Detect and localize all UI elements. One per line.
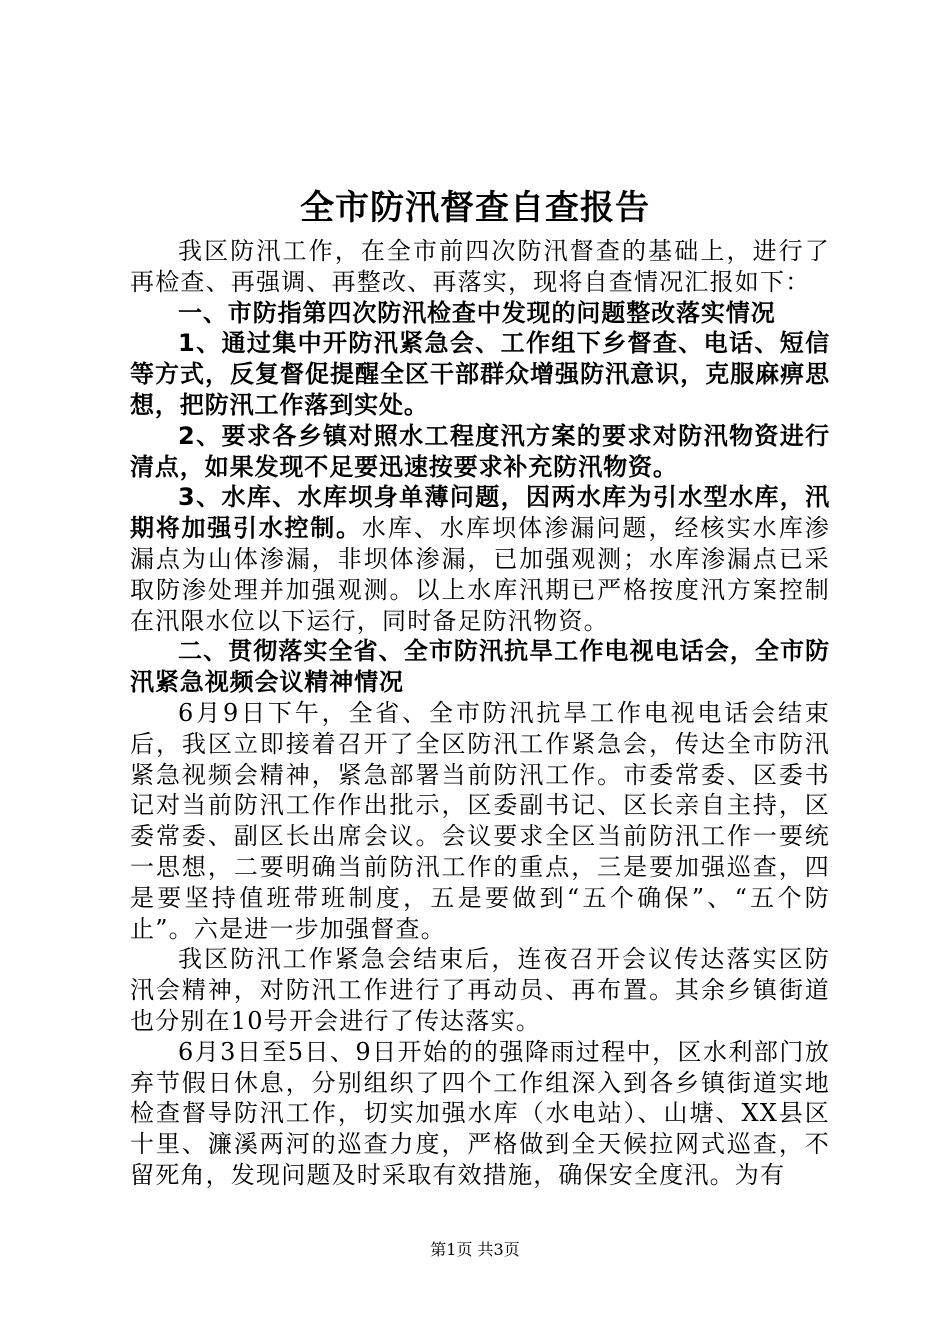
intro-paragraph: 我区防汛工作，在全市前四次防汛督查的基础上，进行了再检查、再强调、再整改、再落实，现将自查情况汇报如下： bbox=[130, 237, 830, 296]
document-title: 全市防汛督查自查报告 bbox=[300, 188, 650, 228]
document-body bbox=[130, 236, 830, 1191]
page-footer: 第1页 共3页 bbox=[430, 1240, 520, 1259]
section-heading-1: 一、市防指第四次防汛检查中发现的问题整改落实情况 bbox=[178, 298, 776, 327]
item-paragraph-3-rest: 水库、水库坝体渗漏问题，经核实水库渗漏点为山体渗漏，非坝体渗漏，已加强观测；水库渗漏点已采取防渗处理并加强观测。以上水库汛期已严格按度汛方案控制在汛限水位以下运行，同时备足防汛物资。 bbox=[130, 514, 830, 635]
body-paragraph-2: 我区防汛工作紧急会结束后，连夜召开会议传达落实区防汛会精神，对防汛工作进行了再动员、再布置。其余乡镇街道也分别在10号开会进行了传达落实。 bbox=[130, 945, 830, 1035]
body-paragraph-3: 6月3日至5日、9日开始的的强降雨过程中，区水利部门放弃节假日休息，分别组织了四个工作组深入到各乡镇街道实地检查督导防汛工作，切实加强水库（水电站）、山塘、XX县区十里、濂溪两河的巡查力度，严格做到全天候拉网式巡查，不留死角，发现问题及时采取有效措施，确保安全度汛。为有 bbox=[130, 1037, 830, 1189]
item-paragraph-3 bbox=[130, 482, 830, 636]
item-paragraph-3-lead: 3、水库、水库坝身单薄问题，因两水库为引水型水库，汛期将加强引水控制。 bbox=[130, 483, 830, 543]
section-heading-2: 二、贯彻落实全省、全市防汛抗旱工作电视电话会，全市防汛紧急视频会议精神情况 bbox=[130, 637, 830, 697]
body-paragraph-1: 6月9日下午，全省、全市防汛抗旱工作电视电话会结束后，我区立即接着召开了全区防汛工作紧急会，传达全市防汛紧急视频会精神，紧急部署当前防汛工作。市委常委、区委书记对当前防汛工作作出批示，区委副书记、区长亲自主持，区委常委、副区长出席会议。会议要求全区当前防汛工作一要统一思想，二要明确当前防汛工作的重点，三是要加强巡查，四是要坚持值班带班制度，五是要做到“五个确保”、“五个防止”。六是进一步加强督查。 bbox=[130, 698, 830, 943]
item-paragraph-1: 1、通过集中开防汛紧急会、工作组下乡督查、电话、短信等方式，反复督促提醒全区干部群众增强防汛意识，克服麻痹思想，把防汛工作落到实处。 bbox=[130, 329, 830, 419]
item-paragraph-2: 2、要求各乡镇对照水工程度汛方案的要求对防汛物资进行清点，如果发现不足要迅速按要求补充防汛物资。 bbox=[130, 421, 830, 481]
